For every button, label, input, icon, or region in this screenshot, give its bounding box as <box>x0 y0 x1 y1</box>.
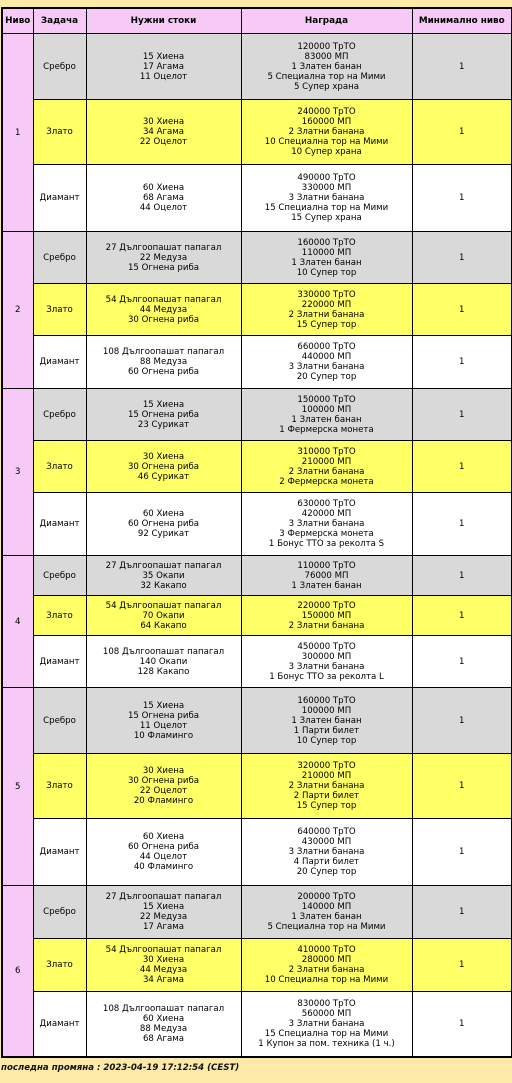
task-cell: Злато <box>33 284 86 336</box>
task-cell: Злато <box>33 754 86 819</box>
reward-item: 310000 ТрТО <box>297 446 356 457</box>
reward-item: 630000 ТрТО <box>297 499 356 509</box>
level-cell: 5 <box>2 688 33 886</box>
goods-item: 10 Фламинго <box>133 730 194 741</box>
reward-cell <box>241 284 412 336</box>
reward-item: 76000 МП <box>304 570 349 581</box>
reward-item: 830000 ТрТО <box>297 998 356 1009</box>
goods-item: 11 Оцелот <box>139 71 188 82</box>
reward-cell <box>241 232 412 284</box>
reward-item: 2 Златни банана <box>288 965 365 975</box>
reward-item: 3 Фермерска монета <box>279 529 374 539</box>
reward-item: 410000 ТрТО <box>297 945 356 955</box>
goods-item: 35 Окапи <box>142 570 185 581</box>
reward-item: 10 Специална тор на Мими <box>264 137 389 147</box>
last-modified: последна промяна : 2023-04-19 17:12:54 (CEST) <box>1 1063 240 1073</box>
goods-item: 140 Окапи <box>139 656 188 667</box>
goods-item: 30 Хиена <box>142 766 185 776</box>
goods-item: 27 Дългоопашат папагал <box>105 892 222 902</box>
goods-item: 15 Огнена риба <box>127 262 200 273</box>
goods-cell <box>86 992 241 1057</box>
goods-item: 88 Медуза <box>139 357 188 367</box>
goods-item: 30 Хиена <box>142 451 185 462</box>
reward-item: 3 Златни банана <box>288 362 365 372</box>
reward-item: 150000 ТрТО <box>297 394 356 405</box>
reward-item: 1 Купон за пом. техника (1 ч.) <box>258 1038 395 1049</box>
goods-cell <box>86 336 241 389</box>
reward-cell <box>241 688 412 754</box>
reward-cell <box>241 34 412 100</box>
goods-cell <box>86 389 241 441</box>
goods-item: 27 Дългоопашат папагал <box>105 560 222 571</box>
reward-item: 440000 МП <box>301 352 352 362</box>
reward-cell <box>241 754 412 819</box>
goods-item: 88 Медуза <box>139 1023 188 1034</box>
header-level: Ниво <box>2 8 33 34</box>
goods-cell <box>86 441 241 493</box>
header-row <box>2 8 512 34</box>
table-row <box>2 165 512 232</box>
reward-item: 2 Фермерска монета <box>279 476 374 487</box>
goods-item: 128 Какапо <box>137 666 190 677</box>
goods-item: 22 Оцелот <box>139 786 188 796</box>
header-reward: Награда <box>241 8 412 34</box>
reward-item: 1 Бонус ТТО за реколта L <box>269 671 384 682</box>
goods-item: 44 Медуза <box>139 965 188 975</box>
reward-cell <box>241 819 412 886</box>
table-row <box>2 100 512 165</box>
goods-item: 20 Фламинго <box>133 796 194 806</box>
reward-item: 150000 МП <box>301 610 352 621</box>
quest-table <box>1 7 512 1058</box>
level-cell: 6 <box>2 886 33 1057</box>
task-cell: Злато <box>33 939 86 992</box>
goods-item: 40 Фламинго <box>133 862 194 872</box>
min-level-cell: 1 <box>412 636 512 688</box>
goods-item: 108 Дългоопашат папагал <box>102 347 225 357</box>
goods-item: 15 Хиена <box>142 51 185 62</box>
goods-item: 22 Оцелот <box>139 137 188 147</box>
reward-item: 210000 МП <box>301 456 352 467</box>
goods-cell <box>86 636 241 688</box>
min-level-cell: 1 <box>412 165 512 232</box>
goods-item: 27 Дългоопашат папагал <box>105 242 222 253</box>
goods-item: 32 Какапо <box>140 580 187 591</box>
task-cell: Сребро <box>33 556 86 596</box>
reward-item: 330000 ТрТО <box>297 289 356 300</box>
reward-item: 5 Специална тор на Мими <box>267 922 386 932</box>
goods-cell <box>86 556 241 596</box>
reward-item: 1 Златен банан <box>291 257 362 268</box>
reward-item: 10 Супер тор <box>296 735 357 746</box>
goods-item: 92 Сурикат <box>137 529 190 539</box>
task-cell: Диамант <box>33 819 86 886</box>
reward-item: 2 Златни банана <box>288 620 365 631</box>
goods-cell <box>86 165 241 232</box>
reward-item: 100000 МП <box>301 404 352 415</box>
reward-cell <box>241 886 412 939</box>
reward-item: 20 Супер тор <box>296 372 357 382</box>
reward-item: 280000 МП <box>301 955 352 965</box>
header-min-level: Минимално ниво <box>412 8 512 34</box>
goods-item: 60 Хиена <box>142 832 185 842</box>
goods-item: 68 Агама <box>142 1033 185 1044</box>
reward-item: 3 Златни банана <box>288 1018 365 1029</box>
reward-item: 450000 ТрТО <box>297 641 356 652</box>
reward-cell <box>241 636 412 688</box>
quest-table-body <box>2 34 512 1057</box>
task-cell: Сребро <box>33 34 86 100</box>
goods-item: 34 Агама <box>142 127 185 137</box>
goods-item: 30 Огнена риба <box>127 314 200 325</box>
reward-item: 4 Парти билет <box>293 857 360 867</box>
min-level-cell: 1 <box>412 284 512 336</box>
reward-item: 160000 МП <box>301 117 352 127</box>
reward-item: 15 Супер храна <box>291 213 362 223</box>
min-level-cell: 1 <box>412 336 512 389</box>
reward-item: 110000 МП <box>301 247 352 258</box>
reward-cell <box>241 165 412 232</box>
reward-cell <box>241 556 412 596</box>
level-cell: 2 <box>2 232 33 389</box>
reward-item: 430000 МП <box>301 837 352 847</box>
reward-item: 2 Златни банана <box>288 781 365 791</box>
reward-item: 20 Супер тор <box>296 867 357 877</box>
reward-item: 2 Златни банана <box>288 309 365 320</box>
goods-item: 60 Хиена <box>142 1013 185 1024</box>
goods-item: 54 Дългоопашат папагал <box>105 600 222 611</box>
header-goods: Нужни стоки <box>86 8 241 34</box>
task-cell: Злато <box>33 441 86 493</box>
goods-item: 64 Какапо <box>140 620 187 631</box>
level-cell: 4 <box>2 556 33 688</box>
goods-cell <box>86 100 241 165</box>
goods-item: 60 Огнена риба <box>127 367 200 377</box>
reward-item: 10 Супер тор <box>296 267 357 278</box>
goods-item: 60 Хиена <box>142 509 185 519</box>
table-row <box>2 636 512 688</box>
task-cell: Диамант <box>33 493 86 556</box>
goods-item: 22 Медуза <box>139 252 188 263</box>
reward-item: 640000 ТрТО <box>297 827 356 837</box>
goods-item: 30 Хиена <box>142 955 185 965</box>
table-row <box>2 232 512 284</box>
task-cell: Злато <box>33 100 86 165</box>
reward-item: 1 Златен банан <box>291 61 362 72</box>
table-row <box>2 754 512 819</box>
reward-cell <box>241 596 412 636</box>
table-row <box>2 284 512 336</box>
reward-item: 1 Златен банан <box>291 912 362 922</box>
reward-item: 15 Специална тор на Мими <box>264 203 389 213</box>
table-row <box>2 441 512 493</box>
reward-cell <box>241 389 412 441</box>
reward-cell <box>241 992 412 1057</box>
goods-item: 17 Агама <box>142 922 185 932</box>
goods-cell <box>86 819 241 886</box>
reward-item: 330000 МП <box>301 183 352 193</box>
goods-item: 30 Огнена риба <box>127 461 200 472</box>
min-level-cell: 1 <box>412 389 512 441</box>
min-level-cell: 1 <box>412 493 512 556</box>
level-cell: 1 <box>2 34 33 232</box>
reward-item: 110000 ТрТО <box>297 560 356 571</box>
reward-item: 220000 МП <box>301 299 352 310</box>
reward-item: 200000 ТрТО <box>297 892 356 902</box>
goods-item: 60 Хиена <box>142 183 185 193</box>
goods-item: 54 Дългоопашат папагал <box>105 294 222 305</box>
task-cell: Злато <box>33 596 86 636</box>
reward-item: 660000 ТрТО <box>297 342 356 352</box>
table-row <box>2 556 512 596</box>
reward-item: 1 Фермерска монета <box>279 424 374 435</box>
reward-item: 83000 МП <box>304 51 349 62</box>
reward-item: 1 Бонус ТТО за реколта S <box>268 539 385 549</box>
level-cell: 3 <box>2 389 33 556</box>
reward-item: 10 Супер храна <box>291 147 362 157</box>
reward-item: 560000 МП <box>301 1008 352 1019</box>
table-row <box>2 596 512 636</box>
reward-item: 3 Златни банана <box>288 847 365 857</box>
min-level-cell: 1 <box>412 939 512 992</box>
reward-item: 210000 МП <box>301 771 352 781</box>
goods-item: 22 Медуза <box>139 912 188 922</box>
goods-item: 34 Агама <box>142 975 185 985</box>
task-cell: Диамант <box>33 992 86 1057</box>
reward-cell <box>241 100 412 165</box>
goods-cell <box>86 232 241 284</box>
reward-item: 1 Златен банан <box>291 715 362 726</box>
goods-item: 15 Хиена <box>142 399 185 410</box>
reward-item: 3 Златни банана <box>288 519 365 529</box>
goods-cell <box>86 886 241 939</box>
reward-item: 5 Специална тор на Мими <box>267 71 386 82</box>
task-cell: Диамант <box>33 165 86 232</box>
reward-item: 160000 ТрТО <box>297 695 356 706</box>
reward-item: 160000 ТрТО <box>297 237 356 248</box>
goods-cell <box>86 754 241 819</box>
min-level-cell: 1 <box>412 819 512 886</box>
goods-item: 44 Оцелот <box>139 852 188 862</box>
reward-item: 1 Златен банан <box>291 414 362 425</box>
goods-item: 17 Агама <box>142 61 185 72</box>
reward-item: 15 Специална тор на Мими <box>264 1028 389 1039</box>
reward-item: 10 Специална тор на Мими <box>264 975 389 985</box>
table-row <box>2 493 512 556</box>
header-task: Задача <box>33 8 86 34</box>
reward-item: 2 Златни банана <box>288 127 365 137</box>
goods-item: 44 Оцелот <box>139 203 188 213</box>
reward-item: 100000 МП <box>301 705 352 716</box>
goods-item: 46 Сурикат <box>137 471 190 482</box>
goods-item: 23 Сурикат <box>137 419 190 430</box>
reward-item: 2 Златни банана <box>288 466 365 477</box>
table-row <box>2 34 512 100</box>
reward-item: 1 Парти билет <box>293 725 360 736</box>
goods-item: 60 Огнена риба <box>127 519 200 529</box>
reward-item: 140000 МП <box>301 902 352 912</box>
goods-item: 30 Огнена риба <box>127 776 200 786</box>
goods-item: 68 Агама <box>142 193 185 203</box>
table-row <box>2 688 512 754</box>
min-level-cell: 1 <box>412 556 512 596</box>
goods-item: 70 Окапи <box>142 610 185 621</box>
goods-item: 30 Хиена <box>142 117 185 127</box>
goods-cell <box>86 596 241 636</box>
table-row <box>2 389 512 441</box>
min-level-cell: 1 <box>412 100 512 165</box>
reward-cell <box>241 441 412 493</box>
goods-item: 15 Хиена <box>142 700 185 711</box>
reward-item: 5 Супер храна <box>293 81 360 92</box>
goods-item: 15 Огнена риба <box>127 710 200 721</box>
min-level-cell: 1 <box>412 34 512 100</box>
goods-cell <box>86 939 241 992</box>
task-cell: Диамант <box>33 636 86 688</box>
goods-item: 44 Медуза <box>139 304 188 315</box>
reward-item: 15 Супер тор <box>296 319 357 330</box>
goods-item: 108 Дългоопашат папагал <box>102 1003 225 1014</box>
min-level-cell: 1 <box>412 232 512 284</box>
task-cell: Сребро <box>33 886 86 939</box>
table-row <box>2 992 512 1057</box>
task-cell: Диамант <box>33 336 86 389</box>
reward-item: 320000 ТрТО <box>297 761 356 771</box>
goods-item: 11 Оцелот <box>139 720 188 731</box>
goods-cell <box>86 493 241 556</box>
reward-cell <box>241 939 412 992</box>
goods-cell <box>86 284 241 336</box>
min-level-cell: 1 <box>412 992 512 1057</box>
reward-item: 420000 МП <box>301 509 352 519</box>
task-cell: Сребро <box>33 688 86 754</box>
goods-item: 15 Огнена риба <box>127 409 200 420</box>
reward-item: 240000 ТрТО <box>297 107 356 117</box>
goods-cell <box>86 34 241 100</box>
reward-cell <box>241 493 412 556</box>
min-level-cell: 1 <box>412 441 512 493</box>
table-row <box>2 939 512 992</box>
goods-item: 60 Огнена риба <box>127 842 200 852</box>
reward-item: 1 Златен банан <box>291 580 362 591</box>
min-level-cell: 1 <box>412 886 512 939</box>
table-row <box>2 336 512 389</box>
reward-item: 120000 ТрТО <box>297 41 356 52</box>
reward-item: 15 Супер тор <box>296 801 357 811</box>
goods-item: 108 Дългоопашат папагал <box>102 646 225 657</box>
table-row <box>2 886 512 939</box>
reward-item: 3 Златни банана <box>288 193 365 203</box>
task-cell: Сребро <box>33 232 86 284</box>
goods-item: 15 Хиена <box>142 902 185 912</box>
task-cell: Сребро <box>33 389 86 441</box>
reward-item: 2 Парти билет <box>293 791 360 801</box>
min-level-cell: 1 <box>412 688 512 754</box>
min-level-cell: 1 <box>412 754 512 819</box>
reward-cell <box>241 336 412 389</box>
goods-cell <box>86 688 241 754</box>
min-level-cell: 1 <box>412 596 512 636</box>
table-row <box>2 819 512 886</box>
reward-item: 220000 ТрТО <box>297 600 356 611</box>
reward-item: 300000 МП <box>301 651 352 662</box>
reward-item: 490000 ТрТО <box>297 173 356 183</box>
reward-item: 3 Златни банана <box>288 661 365 672</box>
goods-item: 54 Дългоопашат папагал <box>105 945 222 955</box>
